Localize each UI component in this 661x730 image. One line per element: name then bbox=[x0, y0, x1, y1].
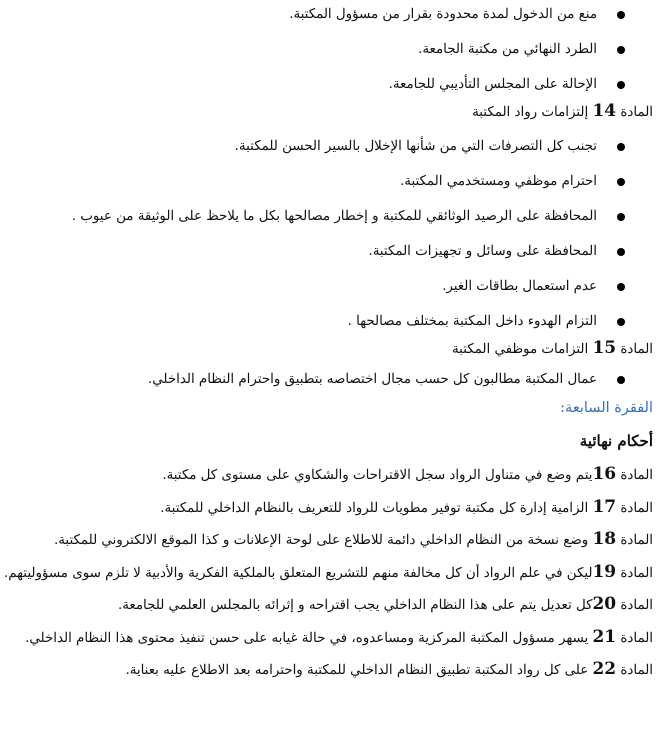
bullet-icon bbox=[617, 376, 625, 384]
list-item: عدم استعمال بطاقات الغير. bbox=[8, 278, 653, 296]
list-item: عمال المكتبة مطالبون كل حسب مجال اختصاصه بتطبيق واحترام النظام الداخلي. bbox=[8, 371, 653, 389]
list-item: الإحالة على المجلس التأديبي للجامعة. bbox=[8, 76, 653, 94]
list-item: احترام موظفي ومستخدمي المكتبة. bbox=[8, 173, 653, 191]
article-15-heading: المادة 15 التزامات موظفي المكتبة bbox=[452, 338, 653, 358]
bullet-icon bbox=[617, 143, 625, 151]
user-obligations-list bbox=[8, 138, 653, 331]
bullet-icon bbox=[617, 11, 625, 19]
article-22: المادة 22 على كل رواد المكتبة تطبيق النظام الداخلي للمكتبة واحترامه بعد الاطلاع عليه بعناية. bbox=[125, 659, 653, 679]
list-item: التزام الهدوء داخل المكتبة بمختلف مصالحها . bbox=[8, 313, 653, 331]
staff-obligations-list bbox=[8, 371, 653, 389]
article-20: المادة 20كل تعديل يتم على هذا النظام الداخلي يجب اقتراحه و إثرائه بالمجلس العلمي للجامعة. bbox=[117, 594, 653, 614]
bullet-icon bbox=[617, 283, 625, 291]
list-item: تجنب كل التصرفات التي من شأنها الإخلال بالسير الحسن للمكتبة. bbox=[8, 138, 653, 156]
list-item: الطرد النهائي من مكتبة الجامعة. bbox=[8, 41, 653, 59]
article-19: المادة 19ليكن في علم الرواد أن كل مخالفة منهم للتشريع المتعلق بالملكية الفكرية والأدبية لا تلزم سوى مسؤوليتهم. bbox=[3, 561, 653, 582]
bullet-icon bbox=[617, 178, 625, 186]
list-item: المحافظة على الرصيد الوثائقي للمكتبة و إخطار مصالحها بكل ما يلاحظ على الوثيقة من عيوب . bbox=[8, 208, 653, 226]
final-provisions-heading: أحكام نهائية bbox=[579, 432, 653, 450]
bullet-icon bbox=[617, 213, 625, 221]
sanctions-list bbox=[8, 6, 653, 94]
article-21: المادة 21 يسهر مسؤول المكتبة المركزية ومساعدوه، في حالة غيابه على حسن تنفيذ محتوى هذا النظام الداخلي. bbox=[25, 626, 653, 647]
article-16: المادة 16يتم وضع في متناول الرواد سجل الاقتراحات والشكاوي على مستوى كل مكتبة. bbox=[162, 464, 653, 484]
final-articles bbox=[3, 464, 653, 680]
bullet-icon bbox=[617, 81, 625, 89]
section-title: الفقرة السابعة: bbox=[560, 400, 653, 416]
article-17: المادة 17 الزامية إدارة كل مكتبة توفير مطويات للرواد للتعريف بالنظام الداخلي للمكتبة. bbox=[160, 496, 653, 517]
bullet-icon bbox=[617, 318, 625, 326]
list-item: المحافظة على وسائل و تجهيزات المكتبة. bbox=[8, 243, 653, 261]
article-18: المادة 18 وضع نسخة من النظام الداخلي دائمة للاطلاع على لوحة الإعلانات و كذا الموقع الالكتروني للمكتبة. bbox=[53, 529, 653, 549]
list-item: منع من الدخول لمدة محدودة بقرار من مسؤول المكتبة. bbox=[8, 6, 653, 24]
article-14-heading: المادة 14 إلتزامات رواد المكتبة bbox=[472, 101, 653, 121]
bullet-icon bbox=[617, 46, 625, 54]
bullet-icon bbox=[617, 248, 625, 256]
